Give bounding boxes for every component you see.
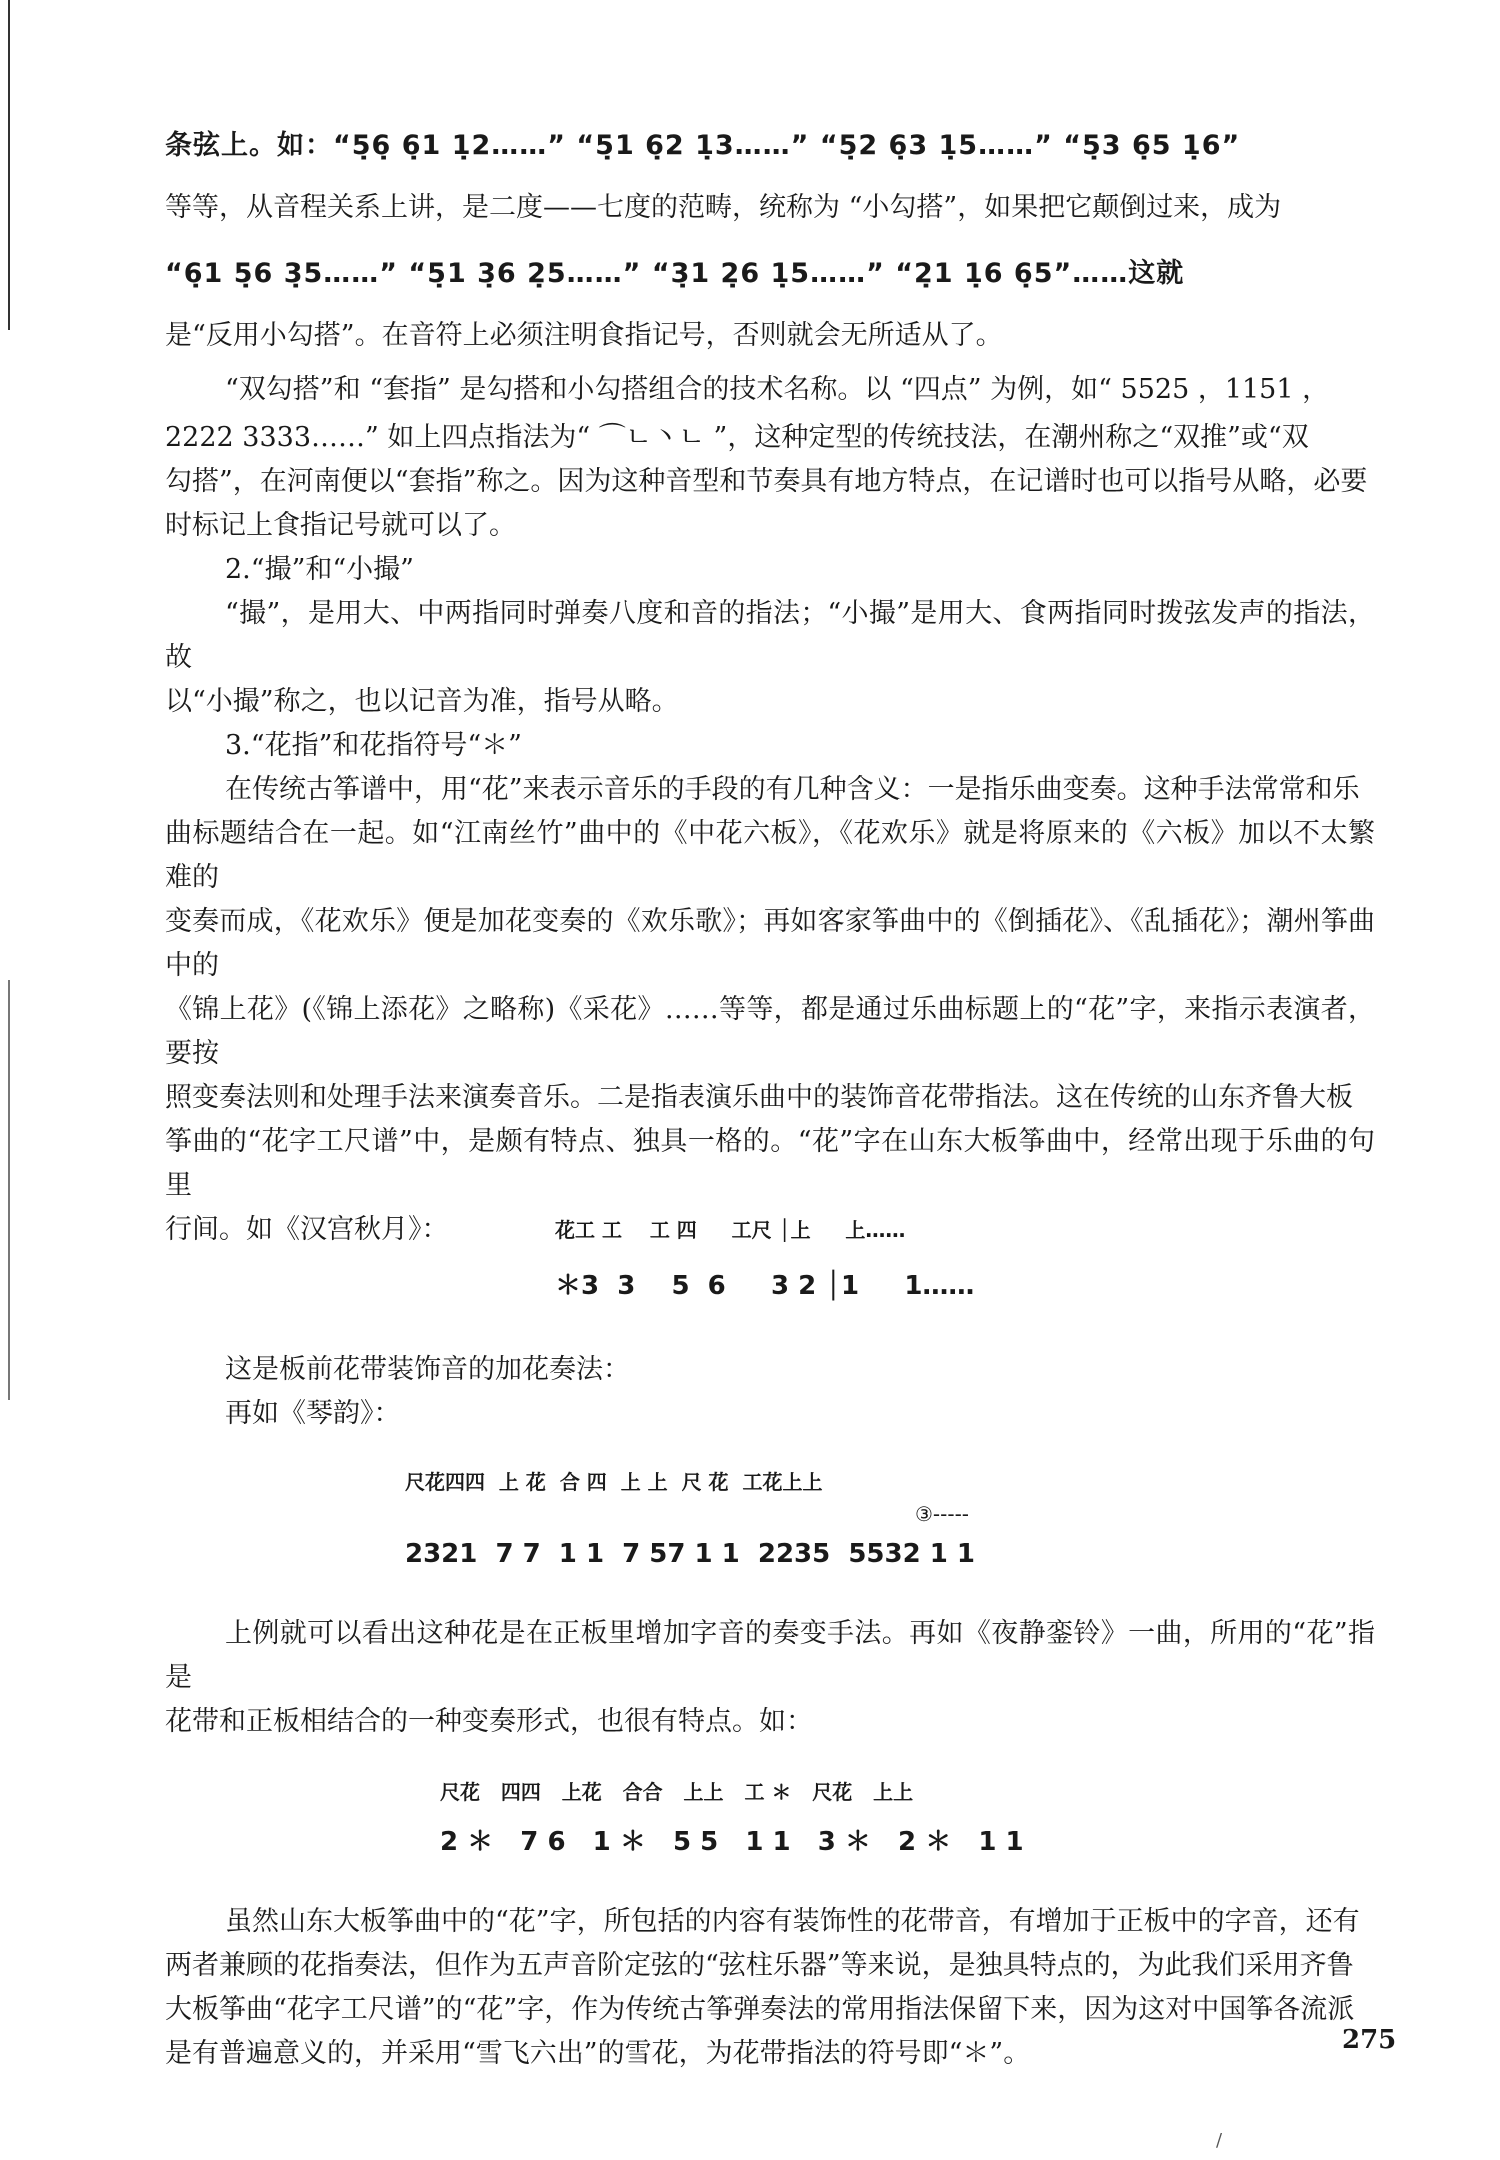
binding-edge-line xyxy=(8,980,10,1400)
text-line: 《锦上花》(《锦上添花》之略称)《采花》……等等，都是通过乐曲标题上的“花”字，来指示表演者，要按 xyxy=(165,994,1375,1069)
binding-edge-line xyxy=(8,0,10,330)
text-line: “6̣1 5̣6 3̣5……” “5̣1 3̣6 2̣5……” “3̣1 2̣6 1̣5……” “2̣1 1̣6 6̣5”……这就 xyxy=(165,258,1185,289)
music-score-hangongqiuyue xyxy=(555,1202,1375,1314)
text-line: 变奏而成，《花欢乐》便是加花变奏的《欢乐歌》；再如客家筝曲中的《倒插花》、《乱插花》；潮州筝曲中的 xyxy=(165,906,1375,981)
text-line: 时标记上食指记号就可以了。 xyxy=(165,510,516,541)
text-line: 2222 3333……” 如上四点指法为“ ⌒ㄴ丶ㄴ ”，这种定型的传统技法，在潮州称之“双推”或“双 xyxy=(165,422,1309,453)
section-heading: 2.“撮”和“小撮” xyxy=(225,554,414,585)
scan-mark: / xyxy=(1216,2130,1223,2151)
section-heading: 3.“花指”和花指符号“＊” xyxy=(225,730,522,761)
text-line: 勾搭”，在河南便以“套指”称之。因为这种音型和节奏具有地方特点，在记谱时也可以指号从略，必要 xyxy=(165,466,1368,497)
text-line: 两者兼顾的花指奏法，但作为五声音阶定弦的“弦柱乐器”等来说，是独具特点的，为此我们采用齐鲁 xyxy=(165,1950,1354,1981)
text-line: “撮”，是用大、中两指同时弹奏八度和音的指法；“小撮”是用大、食两指同时拨弦发声的指法，故 xyxy=(165,598,1375,673)
page-number: 275 xyxy=(1342,2025,1397,2055)
gongche-notation-row: 花工 工 工 四 工尺 │上 上…… xyxy=(555,1218,906,1242)
text-line: 大板筝曲“花字工尺谱”的“花”字，作为传统古筝弹奏法的常用指法保留下来，因为这对中国筝各流派 xyxy=(165,1994,1355,2025)
gongche-notation-row: 尺花 四四 上花 合合 上上 工 ＊ 尺花 上上 xyxy=(440,1780,914,1804)
text-line: 曲标题结合在一起。如“江南丝竹”曲中的《中花六板》，《花欢乐》就是将原来的《六板》加以不太繁难的 xyxy=(165,818,1375,893)
numbered-notation-row: ＊3 3 5 6 3 2 │1 1…… xyxy=(555,1271,975,1301)
text-line: 筝曲的“花字工尺谱”中，是颇有特点、独具一格的。“花”字在山东大板筝曲中，经常出现于乐曲的句里 xyxy=(165,1126,1375,1201)
text-line: 行间。如《汉宫秋月》： xyxy=(165,1214,449,1245)
music-score-yejingluanling xyxy=(440,1770,1375,1870)
text-line: 是“反用小勾搭”。在音符上必须注明食指记号，否则就会无所适从了。 xyxy=(165,320,1003,351)
text-line: 再如《琴韵》： xyxy=(225,1398,401,1429)
gongche-notation-row: 尺花四四 上 花 合 四 上 上 尺 花 工花上上 xyxy=(405,1470,823,1494)
text-line: 在传统古筝谱中，用“花”来表示音乐的手段的有几种含义：一是指乐曲变奏。这种手法常常和乐 xyxy=(225,774,1360,805)
numbered-notation-row: 2 ＊ 7 6 1 ＊ 5 5 1 1 3 ＊ 2 ＊ 1 1 xyxy=(440,1827,1024,1857)
page-body xyxy=(165,120,1375,2076)
text-line: 照变奏法则和处理手法来演奏音乐。二是指表演乐曲中的装饰音花带指法。这在传统的山东齐鲁大板 xyxy=(165,1082,1353,1113)
text-line: 虽然山东大板筝曲中的“花”字，所包括的内容有装饰性的花带音，有增加于正板中的字音，还有 xyxy=(225,1906,1360,1937)
text-line: 花带和正板相结合的一种变奏形式，也很有特点。如： xyxy=(165,1706,813,1737)
text-line: 等等，从音程关系上讲，是二度——七度的范畴，统称为 “小勾搭”，如果把它颠倒过来，成为 xyxy=(165,192,1282,223)
text-line: 上例就可以看出这种花是在正板里增加字音的奏变手法。再如《夜静銮铃》一曲，所用的“花”指是 xyxy=(165,1618,1375,1693)
music-score-qinyun xyxy=(405,1462,1375,1582)
text-line: 是有普遍意义的，并采用“雪飞六出”的雪花，为花带指法的符号即“＊”。 xyxy=(165,2038,1031,2069)
text-line: 这是板前花带装饰音的加花奏法： xyxy=(225,1354,630,1385)
string-number-marker: ③----- xyxy=(915,1502,970,1526)
text-line: “双勾搭”和 “套指” 是勾搭和小勾搭组合的技术名称。以 “四点” 为例，如“ 5525 ，1151 ， xyxy=(225,374,1330,405)
numbered-notation-row: 2321 7 7 1 1 7 57 1 1 2235 5532 1 1 xyxy=(405,1539,975,1569)
text-line: 以“小撮”称之，也以记音为准，指号从略。 xyxy=(165,686,679,717)
text-line: 条弦上。如：“5̣6̣ 6̣1 1̣2……” “5̣1 6̣2 1̣3……” “5̣2 6̣3 1̣5……” “5̣3 6̣5 1̣6” xyxy=(165,130,1241,161)
